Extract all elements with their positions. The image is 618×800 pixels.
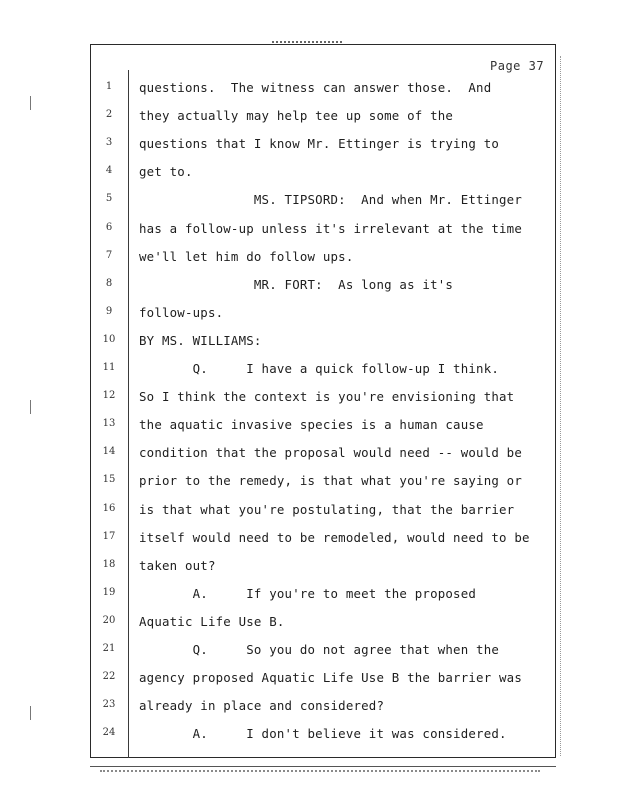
line-number: 12 [102, 390, 116, 402]
transcript-line: they actually may help tee up some of the [139, 108, 454, 124]
transcript-line: taken out? [139, 557, 216, 573]
transcript-line: already in place and considered? [139, 698, 385, 714]
line-number: 17 [102, 530, 116, 542]
line-number: 14 [102, 446, 116, 458]
line-number: 16 [102, 502, 116, 514]
transcript-line: we'll let him do follow ups. [139, 248, 354, 264]
line-number: 15 [102, 474, 116, 486]
left-margin-mark [30, 706, 35, 720]
line-number: 23 [102, 699, 116, 711]
transcript-line: has a follow-up unless it's irrelevant at the time [139, 220, 522, 236]
line-number: 18 [102, 558, 116, 570]
line-number: 24 [102, 727, 116, 739]
transcript-line: questions that I know Mr. Ettinger is trying to [139, 136, 500, 152]
transcript-line: Q. So you do not agree that when the [139, 642, 500, 657]
line-number: 7 [105, 249, 113, 261]
transcript-line: A. If you're to meet the proposed [139, 585, 477, 601]
bottom-rule [90, 766, 556, 767]
line-number: 2 [105, 109, 113, 121]
bottom-scan-mark [100, 770, 540, 772]
transcript-line: MR. FORT: As long as it's [139, 276, 454, 292]
line-number: 19 [102, 586, 116, 598]
transcript-line: get to. [139, 164, 193, 180]
transcript-line: follow-ups. [139, 304, 224, 320]
line-number: 6 [105, 221, 113, 233]
transcript-line: MS. TIPSORD: And when Mr. Ettinger [139, 192, 522, 208]
line-number: 8 [105, 277, 113, 289]
line-number: 10 [102, 333, 116, 345]
page-number: Page 37 [490, 59, 545, 73]
transcript-line: prior to the remedy, is that what you're saying or [139, 473, 522, 489]
line-number: 22 [102, 671, 116, 683]
left-margin-mark [30, 400, 35, 414]
transcript-line: is that what you're postulating, that the barrier [139, 501, 515, 517]
transcript-line: itself would need to be remodeled, would need to be [139, 529, 530, 545]
line-number: 21 [102, 643, 116, 654]
transcript-line: agency proposed Aquatic Life Use B the barrier was [139, 670, 522, 686]
line-number: 3 [105, 137, 113, 149]
line-number: 11 [102, 362, 116, 373]
line-number: 20 [102, 614, 116, 626]
line-number-gutter-rule [128, 70, 129, 758]
transcript-line: Q. I have a quick follow-up I think. [139, 361, 500, 376]
transcript-line: condition that the proposal would need -- would be [139, 445, 522, 461]
transcript-line: A. I don't believe it was considered. [139, 726, 507, 742]
right-margin-marks [560, 56, 567, 756]
transcript-line: questions. The witness can answer those. And [139, 80, 492, 95]
top-scan-mark [272, 41, 342, 43]
left-margin-mark [30, 96, 35, 110]
transcript-line: the aquatic invasive species is a human cause [139, 417, 484, 433]
line-number: 1 [105, 81, 113, 92]
line-number: 9 [105, 305, 113, 317]
line-number: 13 [102, 418, 116, 430]
transcript-line: So I think the context is you're envisioning that [139, 389, 515, 405]
transcript-line: BY MS. WILLIAMS: [139, 332, 262, 348]
transcript-line: Aquatic Life Use B. [139, 613, 285, 629]
line-number: 5 [105, 193, 113, 205]
line-number: 4 [105, 165, 113, 177]
